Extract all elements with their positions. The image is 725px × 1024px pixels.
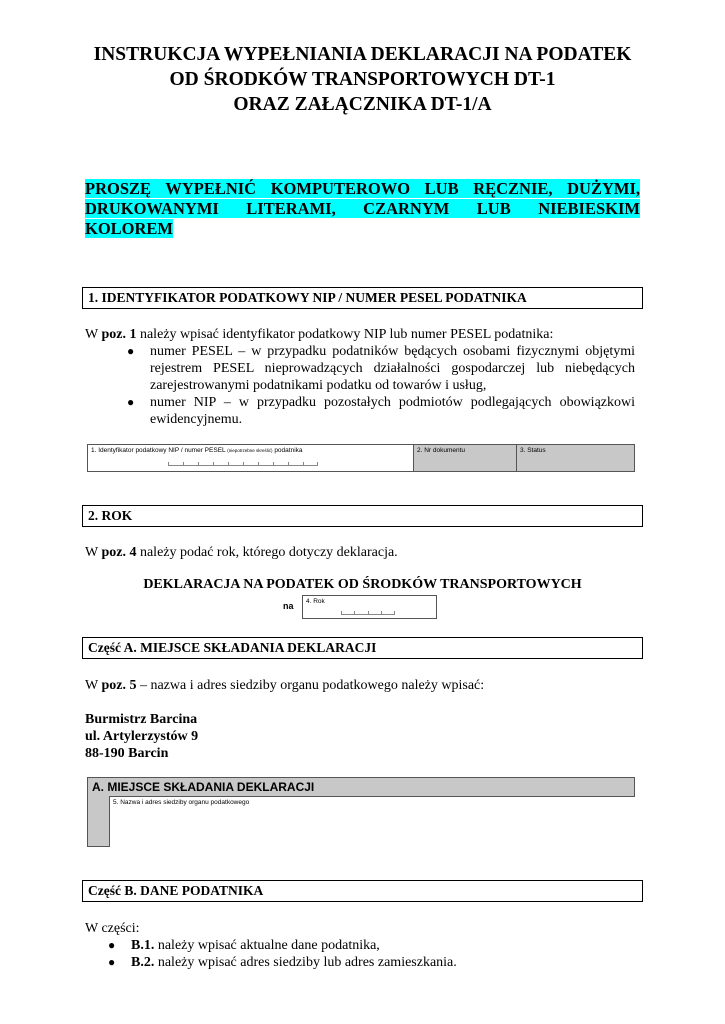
form-snippet-year — [302, 595, 437, 619]
list-item: ● B.2. należy wpisać adres siedziby lub adres zamieszkania. — [108, 955, 457, 970]
address-line: ul. Artylerzystów 9 — [85, 729, 199, 744]
title-line-1: INSTRUKCJA WYPEŁNIANIA DEKLARACJI NA PODATEK — [93, 44, 632, 65]
address-line: Burmistrz Barcina — [85, 712, 198, 727]
form-na-label: na — [283, 601, 294, 611]
field-2-label: 2. Nr dokumentu — [417, 447, 466, 454]
section-2-heading: 2. ROK — [82, 505, 643, 527]
list-item: ● numer NIP – w przypadku pozostałych podmiotów podlegających obowiązkowi ewidencyjnemu. — [127, 395, 635, 427]
digit-ticks — [341, 610, 395, 615]
notice-line-2: DRUKOWANYMI LITERAMI, CZARNYM LUB NIEBIESKIM — [85, 199, 640, 218]
form-snippet-identifier — [87, 444, 635, 472]
section-1-intro: W poz. 1 należy wpisać identyfikator podatkowy NIP lub numer PESEL podatnika: — [85, 327, 554, 342]
list-item: ● B.1. należy wpisać aktualne dane podatnika, — [108, 938, 380, 953]
declaration-form-title: DEKLARACJA NA PODATEK OD ŚRODKÓW TRANSPORTOWYCH — [143, 577, 582, 592]
field-3-label: 3. Status — [520, 447, 546, 454]
section-a-heading: Część A. MIEJSCE SKŁADANIA DEKLARACJI — [82, 637, 643, 659]
notice-line-1: PROSZĘ WYPEŁNIĆ KOMPUTEROWO LUB RĘCZNIE, DUŻYMI, — [85, 179, 640, 198]
form-snippet-place — [87, 777, 635, 847]
fill-notice — [85, 179, 640, 239]
field-4-label: 4. Rok — [306, 598, 325, 605]
section-1-text — [85, 326, 635, 428]
document-title — [0, 42, 725, 117]
section-b-intro: W części: — [85, 921, 140, 936]
section-a-intro: W poz. 5 – nazwa i adres siedziby organu podatkowego należy wpisać: — [85, 678, 485, 693]
digit-ticks — [168, 461, 318, 466]
section-b-text — [85, 920, 635, 971]
section-1-heading: 1. IDENTYFIKATOR PODATKOWY NIP / NUMER PESEL PODATNIKA — [82, 287, 643, 309]
section-2-intro: W poz. 4 należy podać rok, którego dotyczy deklaracja. — [85, 545, 398, 560]
address-line: 88-190 Barcin — [85, 746, 169, 761]
field-1-label: 1. Identyfikator podatkowy NIP / numer PESEL (niepotrzebne skreślić) podatnika — [91, 447, 303, 454]
title-line-3: ORAZ ZAŁĄCZNIKA DT-1/A — [233, 94, 492, 115]
field-5-label: 5. Nazwa i adres siedziby organu podatkowego — [113, 799, 250, 806]
title-line-2: OD ŚRODKÓW TRANSPORTOWYCH DT-1 — [169, 69, 556, 90]
form-a-header: A. MIEJSCE SKŁADANIA DEKLARACJI — [92, 780, 315, 794]
list-item: ● numer PESEL – w przypadku podatników będących osobami fizycznymi objętymi rejestrem PESEL nieprowadzących działalności gospodarczej lub niebędących zarejestrowanymi podatnikami podatku od towarów i usług, — [127, 344, 635, 393]
notice-line-3: KOLOREM — [85, 219, 174, 238]
section-b-heading: Część B. DANE PODATNIKA — [82, 880, 643, 902]
tax-office-address — [85, 711, 198, 762]
